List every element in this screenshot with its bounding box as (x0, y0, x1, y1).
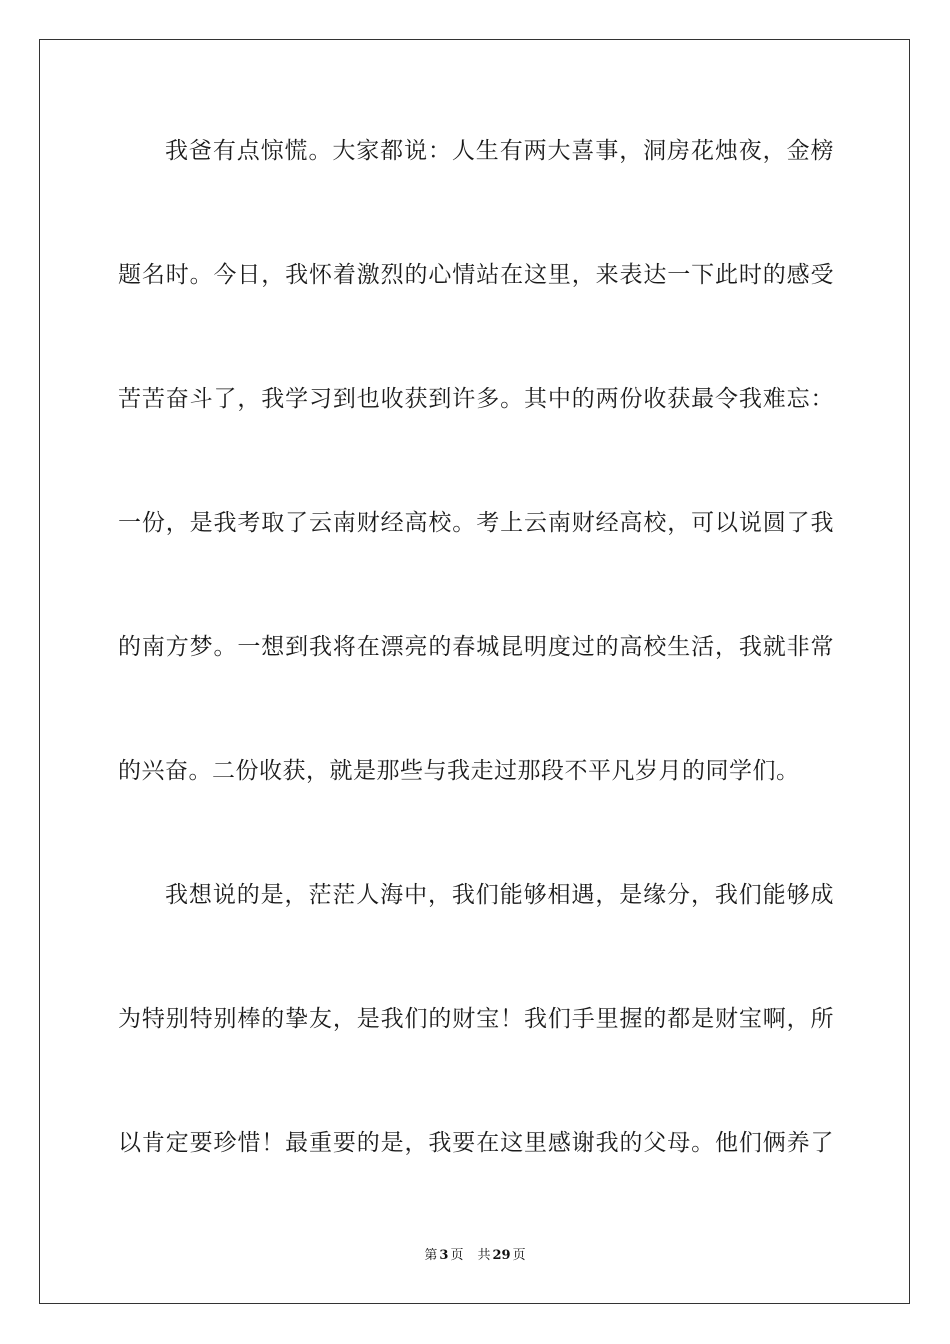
page-frame (39, 39, 910, 1304)
paragraph-line: 苦苦奋斗了，我学习到也收获到许多。其中的两份收获最令我难忘： (118, 386, 834, 412)
total-prefix: 共 (477, 1248, 491, 1263)
paragraph-line: 我想说的是，茫茫人海中，我们能够相遇，是缘分，我们能够成 (165, 882, 834, 908)
paragraph-line: 一份，是我考取了云南财经高校。考上云南财经高校，可以说圆了我 (118, 510, 834, 536)
paragraph-line: 题名时。今日，我怀着激烈的心情站在这里，来表达一下此时的感受 (118, 262, 834, 288)
paragraph-line: 以肯定要珍惜！最重要的是，我要在这里感谢我的父母。他们俩养了 (118, 1130, 834, 1156)
paragraph-line: 的南方梦。一想到我将在漂亮的春城昆明度过的高校生活，我就非常 (118, 634, 834, 660)
paragraph-line: 为特别特别棒的挚友，是我们的财宝！我们手里握的都是财宝啊，所 (118, 1006, 834, 1032)
current-page-number: 3 (439, 1248, 449, 1263)
paragraph-line: 我爸有点惊慌。大家都说：人生有两大喜事，洞房花烛夜，金榜 (165, 138, 834, 164)
page-suffix: 页 (450, 1248, 464, 1263)
total-suffix: 页 (512, 1248, 526, 1263)
paragraph-line: 的兴奋。二份收获，就是那些与我走过那段不平凡岁月的同学们。 (118, 758, 800, 784)
page-prefix: 第 (424, 1248, 438, 1263)
page-footer (0, 1246, 950, 1266)
total-pages-number: 29 (492, 1248, 511, 1263)
